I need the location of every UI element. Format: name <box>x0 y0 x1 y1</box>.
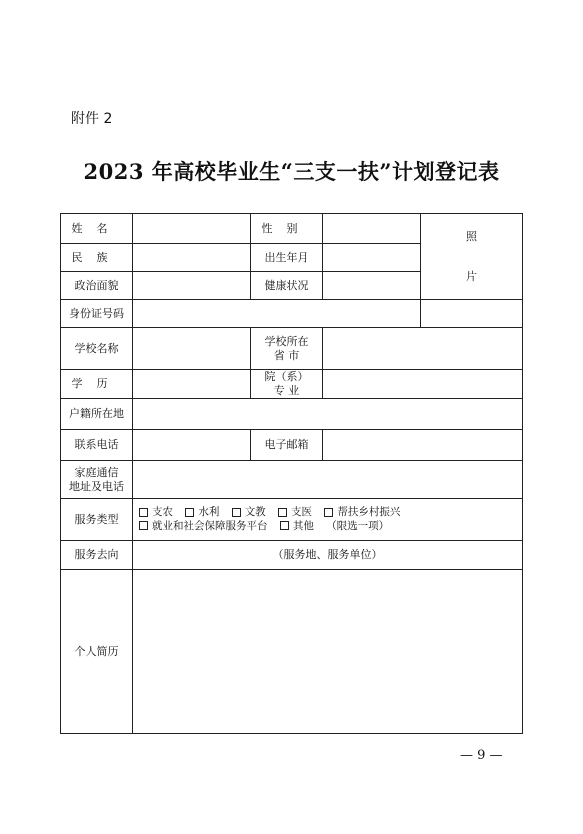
health-label: 健康状况 <box>251 272 323 300</box>
email-field[interactable] <box>323 430 523 461</box>
name-field[interactable] <box>133 214 251 244</box>
ethnicity-label: 民族 <box>61 244 133 272</box>
birth-label: 出生年月 <box>251 244 323 272</box>
checkbox-icon <box>278 508 287 517</box>
phone-label: 联系电话 <box>61 430 133 461</box>
checkbox-icon <box>324 508 333 517</box>
checkbox-icon <box>232 508 241 517</box>
service-type-note: （限选一项） <box>326 519 390 532</box>
row-service-destination <box>61 541 523 570</box>
home-address-label <box>61 461 133 499</box>
checkbox-icon <box>139 508 148 517</box>
phone-field[interactable] <box>133 430 251 461</box>
name-label: 姓名 <box>61 214 133 244</box>
photo-label-1: 照 <box>466 229 477 243</box>
service-destination-hint: （服务地、服务单位） <box>272 548 383 562</box>
education-label: 学历 <box>61 370 133 399</box>
department-line1: 院（系） <box>264 370 309 384</box>
photo-below-empty <box>421 300 523 328</box>
photo-box[interactable] <box>421 214 523 300</box>
gender-field[interactable] <box>323 214 421 244</box>
home-address-field[interactable] <box>133 461 523 499</box>
checkbox-icon <box>139 521 148 530</box>
id-label: 身份证号码 <box>61 300 133 328</box>
school-location-label <box>251 328 323 370</box>
row-home-address <box>61 461 523 499</box>
checkbox-icon <box>280 521 289 530</box>
gender-label: 性别 <box>251 214 323 244</box>
education-field[interactable] <box>133 370 251 399</box>
school-field[interactable] <box>133 328 251 370</box>
school-location-line2: 省 市 <box>273 348 300 362</box>
resume-label: 个人简历 <box>61 570 133 734</box>
row-id <box>61 300 523 328</box>
row-service-type <box>61 499 523 541</box>
department-field[interactable] <box>323 370 523 399</box>
health-field[interactable] <box>323 272 421 300</box>
id-field[interactable] <box>133 300 421 328</box>
email-label: 电子邮箱 <box>251 430 323 461</box>
department-label <box>251 370 323 399</box>
service-option-other[interactable]: 其他 <box>280 520 314 532</box>
school-location-line1: 学校所在 <box>264 334 309 348</box>
political-label: 政治面貌 <box>61 272 133 300</box>
service-option-employment[interactable]: 就业和社会保障服务平台 <box>139 520 268 532</box>
attachment-label: 附件 2 <box>71 111 113 127</box>
hukou-label: 户籍所在地 <box>61 399 133 430</box>
service-destination-field[interactable] <box>133 541 523 570</box>
row-education <box>61 370 523 399</box>
service-option-agriculture[interactable]: 支农 <box>139 506 173 518</box>
department-line2: 专 业 <box>273 384 300 397</box>
political-field[interactable] <box>133 272 251 300</box>
photo-label-2: 片 <box>466 269 477 283</box>
checkbox-icon <box>185 508 194 517</box>
registration-form-table <box>60 213 523 734</box>
service-option-education[interactable]: 文教 <box>232 506 266 518</box>
service-option-rural[interactable]: 帮扶乡村振兴 <box>324 506 400 518</box>
row-resume <box>61 570 523 734</box>
school-location-field[interactable] <box>323 328 523 370</box>
form-title: 2023 年高校毕业生“三支一扶”计划登记表 <box>83 159 500 184</box>
row-phone-email <box>61 430 523 461</box>
ethnicity-field[interactable] <box>133 244 251 272</box>
service-type-options <box>133 499 523 541</box>
resume-field[interactable] <box>133 570 523 734</box>
home-address-line2: 地址及电话 <box>69 479 124 493</box>
page-number: — 9 — <box>460 748 503 763</box>
service-option-water[interactable]: 水利 <box>185 506 219 518</box>
row-school <box>61 328 523 370</box>
school-label: 学校名称 <box>61 328 133 370</box>
service-destination-label: 服务去向 <box>61 541 133 570</box>
service-option-medical[interactable]: 支医 <box>278 506 312 518</box>
row-name-gender <box>61 214 523 244</box>
service-type-label: 服务类型 <box>61 499 133 541</box>
home-address-line1: 家庭通信 <box>74 465 119 479</box>
hukou-field[interactable] <box>133 399 523 430</box>
birth-field[interactable] <box>323 244 421 272</box>
row-hukou <box>61 399 523 430</box>
